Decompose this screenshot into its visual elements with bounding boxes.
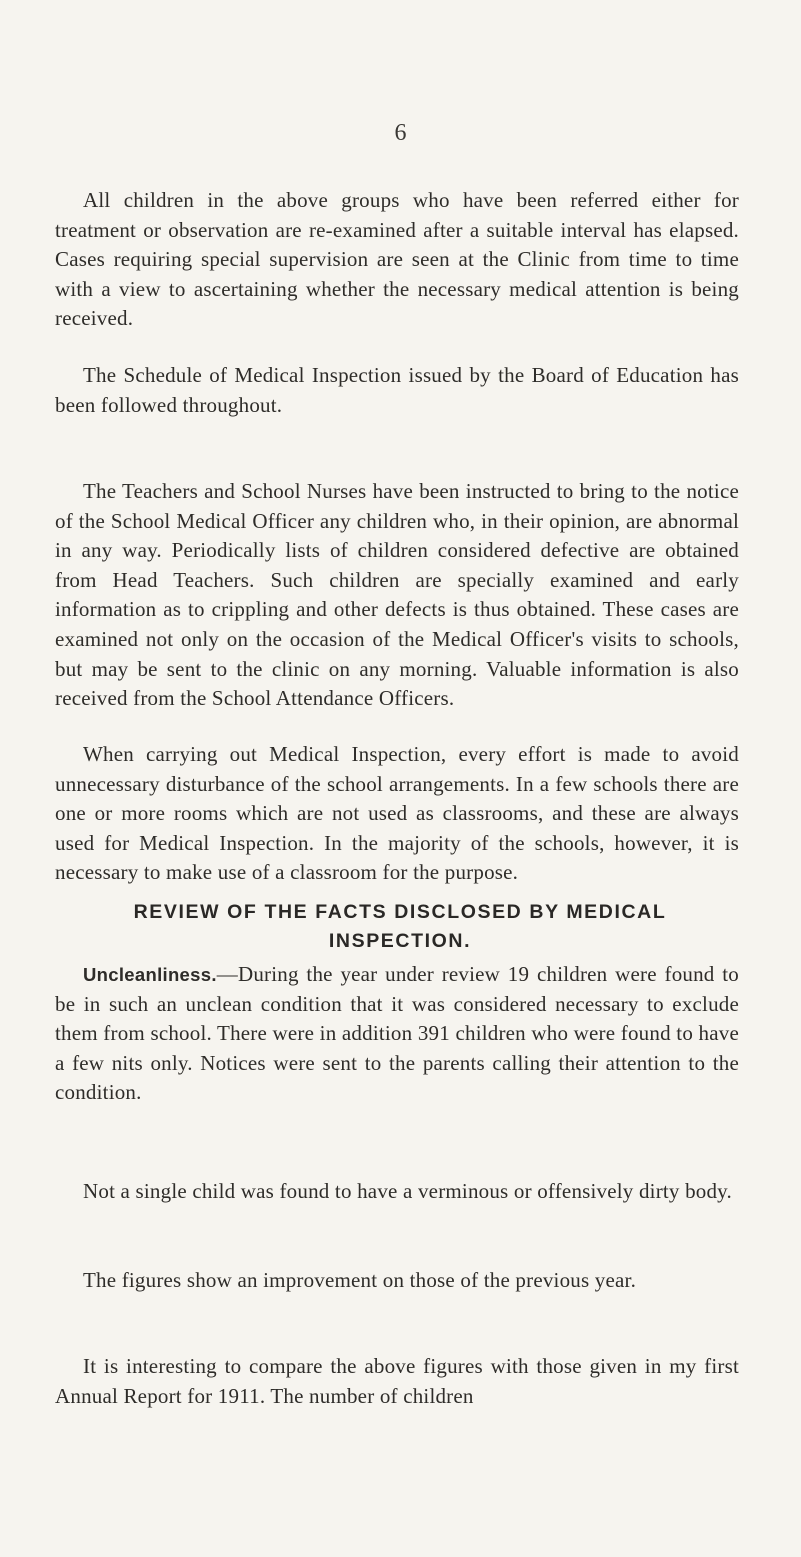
paragraph-comparison — [55, 1352, 739, 1411]
page-number: 6 — [394, 120, 407, 146]
paragraph-uncleanliness-text: —During the year under review 19 children were found to be in such an unclean condition that it was considered necessary to exclude them from school. There were in addition 391 children who were found to have a few nits only. Notices were sent to the parents calling their attention to the condition. — [55, 962, 739, 1105]
paragraph-verminous: Not a single child was found to have a verminous or offensively dirty body. — [83, 1179, 732, 1203]
paragraph-reexamination: All children in the above groups who have been referred either for treatment or observation are re-examined after a suitable interval has elapsed. Cases requiring special supervision are seen at the Clinic from time to time with a view to ascertaining whether the necessary medical attention is being received. — [55, 188, 739, 331]
paragraph-comparison-text: It is interesting to compare the above figures with those given in my first Annual Report for 1911. The number of children — [55, 1354, 739, 1408]
paragraph-inspection-arrangements: When carrying out Medical Inspection, every effort is made to avoid unnecessary disturbance of the school arrangements. In a few schools there are one or more rooms which are not used as classrooms, and these are always used for Medical Inspection. In the majority of the schools, however, it is necessary to make use of a classroom for the purpose. — [55, 742, 739, 885]
paragraph-improvement: The figures show an improvement on those of the previous year. — [83, 1268, 637, 1292]
section-heading — [55, 898, 745, 956]
paragraph-teachers-nurses: The Teachers and School Nurses have been instructed to bring to the notice of the School Medical Officer any children who, in their opinion, are abnormal in any way. Periodically lists of children considered defective are obtained from Head Teachers. Such children are specially examined and early information as to crippling and other defects is thus obtained. These cases are examined not only on the occasion of the Medical Officer's visits to schools, but may be sent to the clinic on any morning. Valuable information is also received from the School Attendance Officers. — [55, 479, 739, 711]
paragraph-uncleanliness — [55, 960, 739, 1108]
section-heading-line-1: REVIEW OF THE FACTS DISCLOSED BY MEDICAL — [133, 901, 667, 923]
paragraph-schedule: The Schedule of Medical Inspection issued by the Board of Education has been followed throughout. — [55, 363, 739, 417]
subheading-uncleanliness: Uncleanliness. — [83, 964, 217, 985]
section-heading-line-2: INSPECTION. — [328, 930, 472, 952]
